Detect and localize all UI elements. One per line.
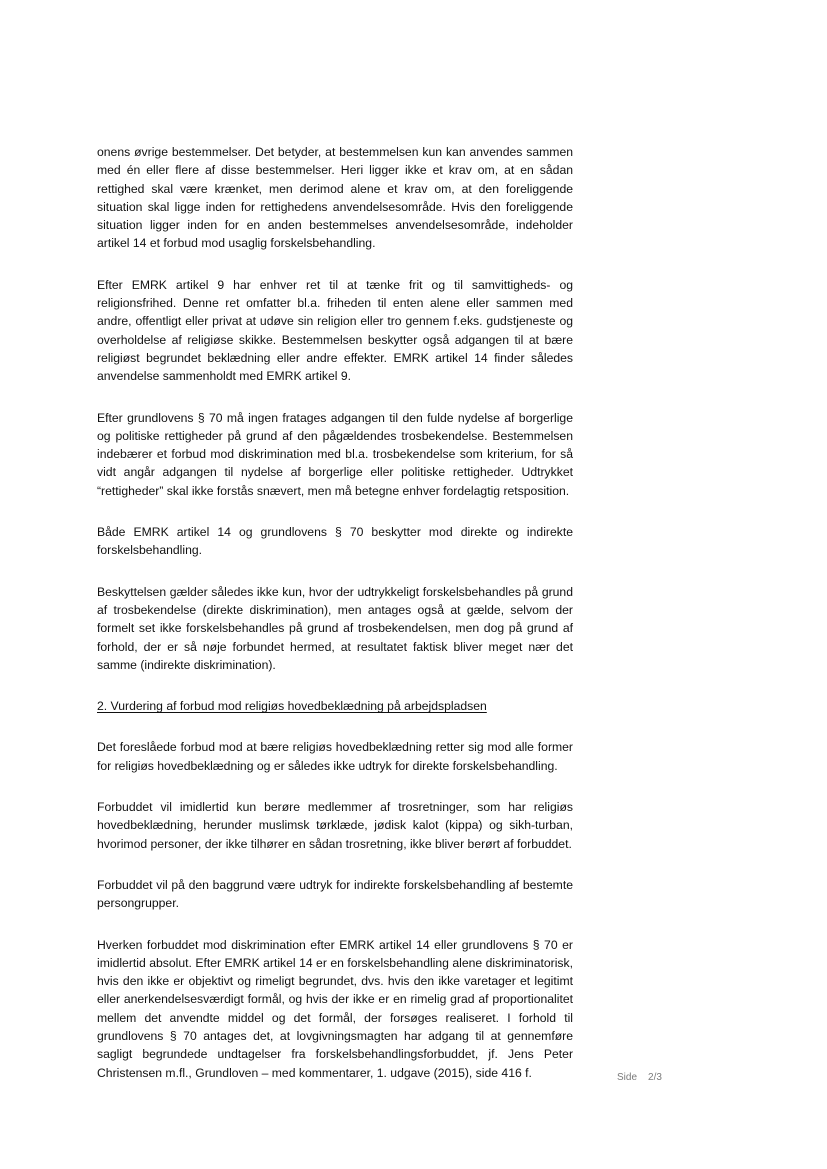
body-paragraph-4: Både EMRK artikel 14 og grundlovens § 70 beskytter mod direkte og indirekte forskelsbehandling. — [97, 525, 573, 558]
section-heading: 2. Vurdering af forbud mod religiøs hovedbeklædning på arbejdspladsen — [97, 699, 487, 714]
body-paragraph-1: onens øvrige bestemmelser. Det betyder, at bestemmelsen kun kan anvendes sammen med én eller flere af disse bestemmelser. Heri ligger ikke et krav om, at en sådan rettighed skal være krænket, men derimod alene et krav om, at den foreliggende situation skal ligge inden for rettighedens anvendelsesområde. Hvis den foreliggende situation ligger inden for en anden bestemmelses anvendelsesområde, indeholder artikel 14 et forbud mod usaglig forskelsbehandling. — [97, 145, 573, 251]
page-number: 2/3 — [648, 1072, 662, 1083]
body-paragraph-5: Beskyttelsen gælder således ikke kun, hvor der udtrykkeligt forskelsbehandles på grund af trosbekendelse (direkte diskrimination), men antages også at gælde, selvom der formelt set ikke forskelsbehandles på grund af trosbekendelsen, men dog på grund af forhold, der er så nøje forbundet hermed, at resultatet faktisk bliver meget nær det samme (indirekte diskrimination). — [97, 584, 573, 672]
section-paragraph-3: Forbuddet vil på den baggrund være udtryk for indirekte forskelsbehandling af bestemte persongrupper. — [97, 877, 573, 911]
section-paragraph-4: Hverken forbuddet mod diskrimination efter EMRK artikel 14 eller grundlovens § 70 er imidlertid absolut. Efter EMRK artikel 14 er en forskelsbehandling alene diskriminatorisk, hvis den ikke er objektivt og rimeligt begrundet, dvs. hvis den ikke varetager et legitimt eller anerkendelsesværdigt formål, og hvis der ikke er en rimelig grad af proportionalitet mellem det anvendte middel og det formål, der forsøges realiseret. I forhold til grundlovens § 70 antages det, at lovgivningsmagten har adgang til at gennemføre sagligt begrundede undtagelser fra forskelsbehandlingsforbuddet, jf. Jens Peter Christensen m.fl., Grundloven – med kommentarer, 1. udgave (2015), side 416 f. — [97, 937, 573, 1080]
section-paragraph-2: Forbuddet vil imidlertid kun berøre medlemmer af trosretninger, som har religiøs hovedbeklædning, herunder muslimsk tørklæde, jødisk kalot (kippa) og sikh-turban, hvorimod personer, der ikke tilhører en sådan trosretning, ikke bliver berørt af forbuddet. — [97, 800, 573, 851]
page-footer — [617, 1071, 662, 1085]
page-label: Side — [617, 1072, 638, 1083]
body-paragraph-3: Efter grundlovens § 70 må ingen fratages adgangen til den fulde nydelse af borgerlige og politiske rettigheder på grund af den pågældendes trosbekendelse. Bestemmelsen indebærer et forbud mod diskrimination med bl.a. trosbekendelse som kriterium, for så vidt angår adgangen til nydelse af borgerlige eller politiske rettigheder. Udtrykket “rettigheder” skal ikke forstås snævert, men må betegne enhver fordelagtig retsposition. — [97, 410, 573, 498]
body-paragraph-2: Efter EMRK artikel 9 har enhver ret til at tænke frit og til samvittigheds- og religionsfrihed. Denne ret omfatter bl.a. friheden til enten alene eller sammen med andre, offentligt eller privat at udøve sin religion eller tro gennem f.eks. gudstjeneste og overholdelse af religiøse skikke. Bestemmelsen beskytter også adgangen til at bære religiøst begrundet beklædning eller andre effekter. EMRK artikel 14 finder således anvendelse sammenholdt med EMRK artikel 9. — [97, 277, 573, 384]
document-body — [97, 143, 573, 1105]
section-paragraph-1: Det foreslåede forbud mod at bære religiøs hovedbeklædning retter sig mod alle former for religiøs hovedbeklædning og er således ikke udtryk for direkte forskelsbehandling. — [97, 740, 573, 773]
